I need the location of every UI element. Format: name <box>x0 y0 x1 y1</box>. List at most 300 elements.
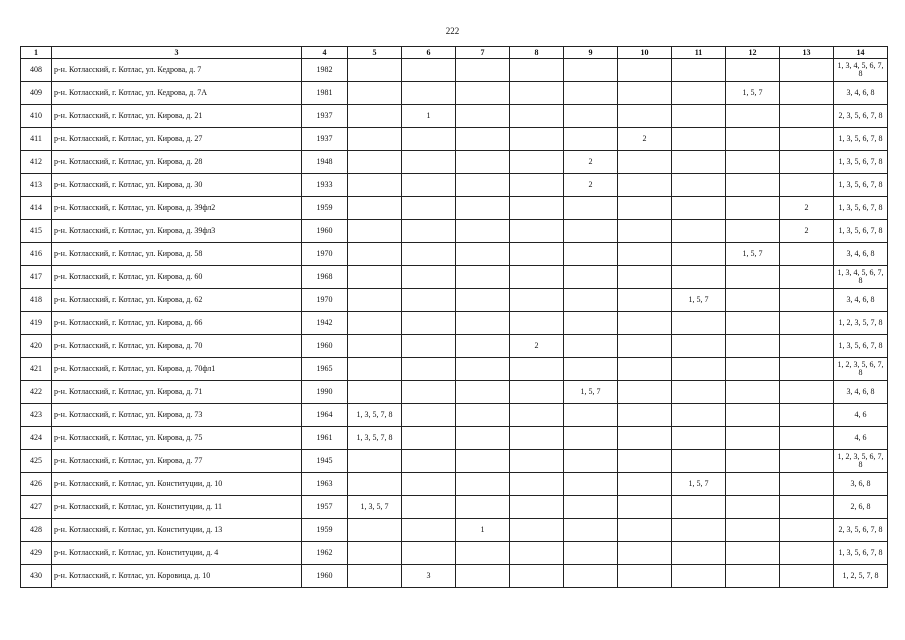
cell-value <box>510 404 564 427</box>
cell-value <box>672 542 726 565</box>
cell-value <box>780 519 834 542</box>
cell-value <box>348 128 402 151</box>
address-cell: р-н. Котласский, г. Котлас, ул. Кирова, д. 75 <box>52 427 302 450</box>
year-cell: 1962 <box>302 542 348 565</box>
cell-value <box>780 450 834 473</box>
cell-value <box>456 565 510 588</box>
header-row <box>21 47 888 59</box>
table-row <box>21 519 888 542</box>
cell-value <box>510 174 564 197</box>
cell-value: 2 <box>564 151 618 174</box>
cell-value <box>456 358 510 381</box>
cell-value <box>456 473 510 496</box>
column-header: 13 <box>780 47 834 59</box>
cell-value <box>564 197 618 220</box>
cell-value <box>510 243 564 266</box>
codes-cell: 1, 3, 5, 6, 7, 8 <box>834 542 888 565</box>
column-header: 14 <box>834 47 888 59</box>
table-row <box>21 542 888 565</box>
cell-value <box>402 404 456 427</box>
cell-value <box>672 496 726 519</box>
cell-value <box>780 174 834 197</box>
cell-value <box>402 266 456 289</box>
cell-value <box>402 151 456 174</box>
cell-value <box>726 197 780 220</box>
cell-value <box>618 59 672 82</box>
cell-value <box>672 174 726 197</box>
codes-cell: 1, 3, 5, 6, 7, 8 <box>834 197 888 220</box>
cell-value <box>726 473 780 496</box>
year-cell: 1970 <box>302 243 348 266</box>
cell-value <box>456 105 510 128</box>
cell-value <box>780 59 834 82</box>
address-cell: р-н. Котласский, г. Котлас, ул. Кедрова, д. 7 <box>52 59 302 82</box>
column-header: 8 <box>510 47 564 59</box>
cell-value <box>348 59 402 82</box>
cell-value <box>510 266 564 289</box>
table-row <box>21 473 888 496</box>
cell-value <box>456 335 510 358</box>
cell-value <box>780 82 834 105</box>
cell-value <box>456 197 510 220</box>
year-cell: 1957 <box>302 496 348 519</box>
cell-value <box>780 542 834 565</box>
address-cell: р-н. Котласский, г. Котлас, ул. Конституции, д. 11 <box>52 496 302 519</box>
cell-value <box>348 312 402 335</box>
cell-value <box>564 542 618 565</box>
cell-value <box>456 404 510 427</box>
cell-value <box>564 59 618 82</box>
cell-value <box>402 358 456 381</box>
address-cell: р-н. Котласский, г. Котлас, ул. Кирова, д. 73 <box>52 404 302 427</box>
codes-cell: 1, 2, 3, 5, 7, 8 <box>834 312 888 335</box>
cell-value <box>672 82 726 105</box>
cell-value <box>672 105 726 128</box>
table-row <box>21 312 888 335</box>
cell-value <box>672 450 726 473</box>
cell-value <box>564 335 618 358</box>
cell-value <box>402 220 456 243</box>
cell-value <box>564 220 618 243</box>
cell-value <box>510 473 564 496</box>
table-row <box>21 381 888 404</box>
cell-value <box>456 174 510 197</box>
cell-value <box>348 473 402 496</box>
row-number: 423 <box>21 404 52 427</box>
column-header: 4 <box>302 47 348 59</box>
cell-value <box>564 496 618 519</box>
cell-value <box>726 381 780 404</box>
cell-value <box>348 82 402 105</box>
cell-value <box>402 59 456 82</box>
cell-value <box>726 450 780 473</box>
year-cell: 1960 <box>302 220 348 243</box>
cell-value <box>402 82 456 105</box>
year-cell: 1982 <box>302 59 348 82</box>
cell-value <box>618 82 672 105</box>
cell-value <box>456 151 510 174</box>
cell-value <box>510 450 564 473</box>
cell-value <box>564 450 618 473</box>
row-number: 416 <box>21 243 52 266</box>
cell-value <box>672 358 726 381</box>
cell-value <box>402 289 456 312</box>
cell-value <box>672 565 726 588</box>
row-number: 429 <box>21 542 52 565</box>
cell-value <box>348 542 402 565</box>
row-number: 414 <box>21 197 52 220</box>
cell-value <box>726 151 780 174</box>
year-cell: 1963 <box>302 473 348 496</box>
cell-value <box>672 427 726 450</box>
cell-value <box>564 105 618 128</box>
row-number: 412 <box>21 151 52 174</box>
address-cell: р-н. Котласский, г. Котлас, ул. Кирова, д. 58 <box>52 243 302 266</box>
codes-cell: 4, 6 <box>834 404 888 427</box>
table-row <box>21 404 888 427</box>
cell-value <box>780 243 834 266</box>
cell-value <box>402 427 456 450</box>
cell-value <box>510 427 564 450</box>
table-row <box>21 335 888 358</box>
codes-cell: 3, 4, 6, 8 <box>834 289 888 312</box>
address-cell: р-н. Котласский, г. Котлас, ул. Кирова, д. 60 <box>52 266 302 289</box>
cell-value <box>726 427 780 450</box>
year-cell: 1964 <box>302 404 348 427</box>
cell-value <box>402 335 456 358</box>
cell-value <box>780 404 834 427</box>
registry-table <box>20 46 888 588</box>
address-cell: р-н. Котласский, г. Котлас, ул. Кирова, д. 71 <box>52 381 302 404</box>
address-cell: р-н. Котласский, г. Котлас, ул. Кирова, д. 70фл1 <box>52 358 302 381</box>
table-row <box>21 128 888 151</box>
cell-value <box>456 496 510 519</box>
column-header: 1 <box>21 47 52 59</box>
cell-value <box>510 59 564 82</box>
cell-value <box>618 404 672 427</box>
cell-value <box>618 519 672 542</box>
cell-value <box>780 312 834 335</box>
cell-value <box>672 335 726 358</box>
cell-value <box>402 473 456 496</box>
year-cell: 1965 <box>302 358 348 381</box>
row-number: 419 <box>21 312 52 335</box>
cell-value <box>618 427 672 450</box>
address-cell: р-н. Котласский, г. Котлас, ул. Кирова, д. 77 <box>52 450 302 473</box>
cell-value <box>510 128 564 151</box>
cell-value: 2 <box>564 174 618 197</box>
address-cell: р-н. Котласский, г. Котлас, ул. Конституции, д. 13 <box>52 519 302 542</box>
cell-value <box>402 381 456 404</box>
cell-value: 3 <box>402 565 456 588</box>
codes-cell: 1, 3, 5, 6, 7, 8 <box>834 174 888 197</box>
cell-value: 1 <box>456 519 510 542</box>
year-cell: 1937 <box>302 105 348 128</box>
cell-value <box>510 519 564 542</box>
row-number: 426 <box>21 473 52 496</box>
address-cell: р-н. Котласский, г. Котлас, ул. Кирова, д. 30 <box>52 174 302 197</box>
cell-value <box>726 496 780 519</box>
cell-value <box>348 243 402 266</box>
cell-value <box>510 496 564 519</box>
year-cell: 1942 <box>302 312 348 335</box>
codes-cell: 1, 2, 3, 5, 6, 7, 8 <box>834 358 888 381</box>
cell-value: 1, 5, 7 <box>726 82 780 105</box>
table-row <box>21 105 888 128</box>
cell-value <box>402 312 456 335</box>
cell-value <box>348 105 402 128</box>
cell-value <box>780 473 834 496</box>
cell-value <box>618 381 672 404</box>
address-cell: р-н. Котласский, г. Котлас, ул. Кирова, д. 66 <box>52 312 302 335</box>
cell-value <box>510 151 564 174</box>
cell-value <box>780 128 834 151</box>
cell-value <box>726 312 780 335</box>
cell-value <box>564 404 618 427</box>
row-number: 425 <box>21 450 52 473</box>
cell-value <box>618 243 672 266</box>
cell-value <box>618 289 672 312</box>
cell-value: 2 <box>618 128 672 151</box>
cell-value <box>402 450 456 473</box>
cell-value <box>510 312 564 335</box>
table-row <box>21 496 888 519</box>
cell-value <box>672 312 726 335</box>
codes-cell: 1, 3, 5, 6, 7, 8 <box>834 220 888 243</box>
cell-value <box>618 565 672 588</box>
cell-value <box>780 496 834 519</box>
cell-value <box>726 174 780 197</box>
cell-value <box>402 128 456 151</box>
row-number: 424 <box>21 427 52 450</box>
cell-value: 1, 5, 7 <box>564 381 618 404</box>
table-row <box>21 289 888 312</box>
address-cell: р-н. Котласский, г. Котлас, ул. Конституции, д. 10 <box>52 473 302 496</box>
cell-value <box>672 243 726 266</box>
row-number: 420 <box>21 335 52 358</box>
codes-cell: 3, 4, 6, 8 <box>834 381 888 404</box>
cell-value <box>618 105 672 128</box>
cell-value <box>726 542 780 565</box>
column-header: 12 <box>726 47 780 59</box>
table-row <box>21 197 888 220</box>
cell-value <box>456 450 510 473</box>
codes-cell: 1, 3, 4, 5, 6, 7, 8 <box>834 59 888 82</box>
cell-value <box>564 473 618 496</box>
cell-value <box>348 358 402 381</box>
cell-value <box>564 243 618 266</box>
table-header <box>21 47 888 59</box>
row-number: 408 <box>21 59 52 82</box>
cell-value <box>726 335 780 358</box>
cell-value <box>618 220 672 243</box>
cell-value <box>564 289 618 312</box>
cell-value <box>564 128 618 151</box>
cell-value <box>456 289 510 312</box>
cell-value <box>780 427 834 450</box>
address-cell: р-н. Котласский, г. Котлас, ул. Кирова, д. 28 <box>52 151 302 174</box>
cell-value <box>564 82 618 105</box>
cell-value: 2 <box>510 335 564 358</box>
cell-value <box>348 266 402 289</box>
cell-value <box>726 358 780 381</box>
year-cell: 1968 <box>302 266 348 289</box>
address-cell: р-н. Котласский, г. Котлас, ул. Конституции, д. 4 <box>52 542 302 565</box>
cell-value <box>780 335 834 358</box>
year-cell: 1959 <box>302 519 348 542</box>
cell-value <box>402 197 456 220</box>
cell-value <box>510 82 564 105</box>
cell-value <box>672 266 726 289</box>
row-number: 415 <box>21 220 52 243</box>
table-row <box>21 243 888 266</box>
cell-value <box>672 381 726 404</box>
codes-cell: 1, 3, 5, 6, 7, 8 <box>834 151 888 174</box>
table-row <box>21 174 888 197</box>
address-cell: р-н. Котласский, г. Котлас, ул. Кирова, д. 62 <box>52 289 302 312</box>
cell-value <box>780 358 834 381</box>
row-number: 428 <box>21 519 52 542</box>
table-row <box>21 427 888 450</box>
codes-cell: 2, 6, 8 <box>834 496 888 519</box>
cell-value <box>780 151 834 174</box>
year-cell: 1933 <box>302 174 348 197</box>
cell-value <box>672 220 726 243</box>
cell-value <box>618 197 672 220</box>
cell-value: 1, 5, 7 <box>726 243 780 266</box>
codes-cell: 2, 3, 5, 6, 7, 8 <box>834 105 888 128</box>
cell-value <box>672 128 726 151</box>
cell-value <box>726 128 780 151</box>
cell-value <box>456 266 510 289</box>
cell-value <box>402 496 456 519</box>
table-row <box>21 450 888 473</box>
cell-value <box>456 243 510 266</box>
table-row <box>21 59 888 82</box>
cell-value <box>564 358 618 381</box>
cell-value <box>726 220 780 243</box>
cell-value <box>456 82 510 105</box>
cell-value <box>348 335 402 358</box>
cell-value <box>672 404 726 427</box>
cell-value <box>402 519 456 542</box>
cell-value <box>510 197 564 220</box>
cell-value <box>564 312 618 335</box>
column-header: 3 <box>52 47 302 59</box>
year-cell: 1937 <box>302 128 348 151</box>
cell-value <box>564 427 618 450</box>
codes-cell: 4, 6 <box>834 427 888 450</box>
cell-value <box>564 519 618 542</box>
table-row <box>21 151 888 174</box>
column-header: 7 <box>456 47 510 59</box>
address-cell: р-н. Котласский, г. Котлас, ул. Кирова, д. 70 <box>52 335 302 358</box>
cell-value <box>618 450 672 473</box>
codes-cell: 1, 2, 5, 7, 8 <box>834 565 888 588</box>
cell-value <box>510 105 564 128</box>
cell-value <box>456 220 510 243</box>
cell-value <box>726 519 780 542</box>
cell-value <box>402 243 456 266</box>
cell-value <box>564 565 618 588</box>
cell-value <box>456 542 510 565</box>
row-number: 421 <box>21 358 52 381</box>
row-number: 409 <box>21 82 52 105</box>
codes-cell: 1, 3, 5, 6, 7, 8 <box>834 335 888 358</box>
cell-value <box>780 289 834 312</box>
address-cell: р-н. Котласский, г. Котлас, ул. Коровица, д. 10 <box>52 565 302 588</box>
column-header: 10 <box>618 47 672 59</box>
codes-cell: 2, 3, 5, 6, 7, 8 <box>834 519 888 542</box>
cell-value <box>780 266 834 289</box>
cell-value <box>402 542 456 565</box>
cell-value <box>672 151 726 174</box>
cell-value <box>510 358 564 381</box>
cell-value <box>726 105 780 128</box>
row-number: 410 <box>21 105 52 128</box>
cell-value: 1, 5, 7 <box>672 289 726 312</box>
cell-value <box>618 335 672 358</box>
cell-value <box>456 312 510 335</box>
page-number: 222 <box>445 26 460 36</box>
cell-value <box>348 197 402 220</box>
codes-cell: 1, 3, 4, 5, 6, 7, 8 <box>834 266 888 289</box>
row-number: 411 <box>21 128 52 151</box>
cell-value: 1, 3, 5, 7, 8 <box>348 427 402 450</box>
cell-value <box>510 289 564 312</box>
cell-value <box>672 197 726 220</box>
cell-value <box>726 404 780 427</box>
cell-value <box>780 565 834 588</box>
cell-value <box>726 289 780 312</box>
year-cell: 1948 <box>302 151 348 174</box>
address-cell: р-н. Котласский, г. Котлас, ул. Кедрова, д. 7А <box>52 82 302 105</box>
row-number: 417 <box>21 266 52 289</box>
cell-value <box>618 358 672 381</box>
year-cell: 1959 <box>302 197 348 220</box>
cell-value <box>780 381 834 404</box>
row-number: 430 <box>21 565 52 588</box>
codes-cell: 3, 4, 6, 8 <box>834 82 888 105</box>
year-cell: 1970 <box>302 289 348 312</box>
cell-value: 1 <box>402 105 456 128</box>
row-number: 422 <box>21 381 52 404</box>
cell-value: 2 <box>780 220 834 243</box>
codes-cell: 1, 2, 3, 5, 6, 7, 8 <box>834 450 888 473</box>
table-row <box>21 220 888 243</box>
address-cell: р-н. Котласский, г. Котлас, ул. Кирова, д. 39фл3 <box>52 220 302 243</box>
cell-value <box>456 128 510 151</box>
column-header: 5 <box>348 47 402 59</box>
cell-value <box>618 312 672 335</box>
address-cell: р-н. Котласский, г. Котлас, ул. Кирова, д. 21 <box>52 105 302 128</box>
table-row <box>21 358 888 381</box>
cell-value: 1, 3, 5, 7 <box>348 496 402 519</box>
cell-value <box>456 427 510 450</box>
column-header: 11 <box>672 47 726 59</box>
cell-value <box>348 289 402 312</box>
codes-cell: 3, 4, 6, 8 <box>834 243 888 266</box>
row-number: 427 <box>21 496 52 519</box>
cell-value <box>618 151 672 174</box>
column-header: 6 <box>402 47 456 59</box>
row-number: 418 <box>21 289 52 312</box>
year-cell: 1961 <box>302 427 348 450</box>
cell-value <box>456 59 510 82</box>
table-body <box>21 59 888 588</box>
cell-value: 2 <box>780 197 834 220</box>
cell-value <box>564 266 618 289</box>
